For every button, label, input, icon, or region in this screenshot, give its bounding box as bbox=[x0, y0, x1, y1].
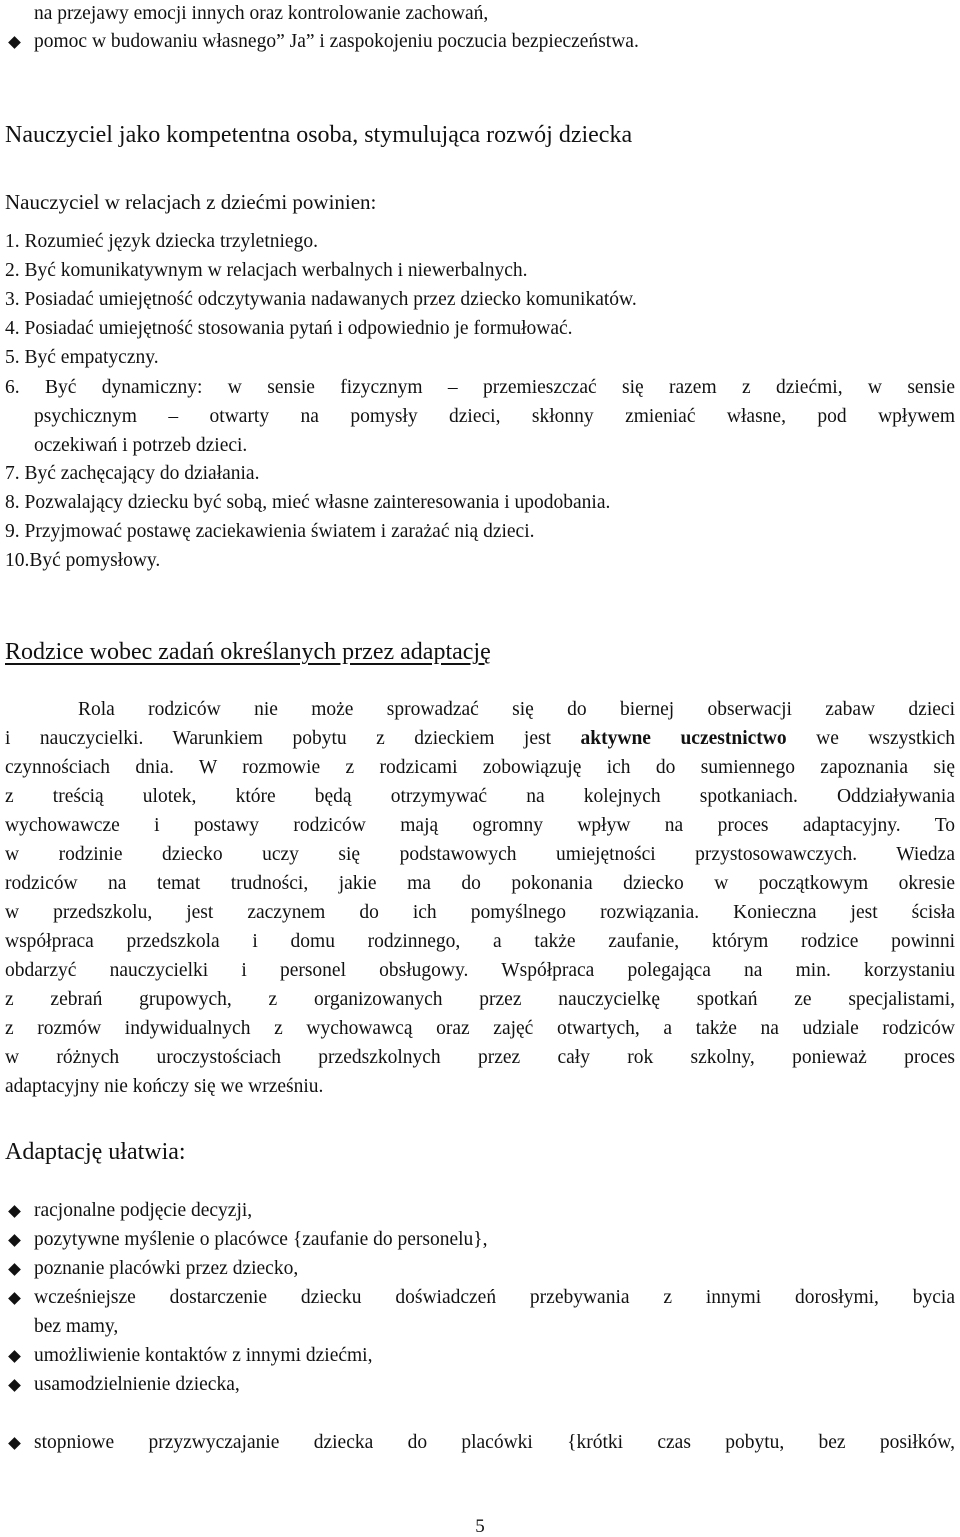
paragraph-line: Rola rodziców nie może sprowadzać się do biernej obserwacji zabaw dzieci bbox=[78, 699, 955, 720]
paragraph-line: czynnościach dnia. W rozmowie z rodzicami zobowiązuję ich do sumiennego zapoznania się bbox=[5, 757, 955, 778]
bullet-text: poznanie placówki przez dziecko, bbox=[34, 1258, 299, 1279]
bullet-text: wcześniejsze dostarczenie dziecku doświadczeń przebywania z innymi dorosłymi, bycia bbox=[34, 1287, 955, 1308]
diamond-bullet-icon bbox=[9, 1235, 20, 1246]
list-item: 2. Być komunikatywnym w relacjach werbalnych i niewerbalnych. bbox=[5, 260, 528, 281]
paragraph-line: w różnych uroczystościach przedszkolnych przez cały rok szkolny, ponieważ proces bbox=[5, 1047, 955, 1068]
bullet-text: pozytywne myślenie o placówce {zaufanie do personelu}, bbox=[34, 1229, 488, 1250]
text-span: i nauczycielki. Warunkiem pobytu z dzieckiem jest bbox=[5, 728, 552, 749]
bullet-text: umożliwienie kontaktów z innymi dziećmi, bbox=[34, 1345, 373, 1366]
paragraph-line: z rozmów indywidualnych z wychowawcą oraz zajęć otwartych, a także na udziale rodziców bbox=[5, 1018, 955, 1039]
diamond-bullet-icon bbox=[9, 1351, 20, 1362]
paragraph-line: współpraca przedszkola i domu rodzinnego, a także zaufanie, którym rodzice powinni bbox=[5, 931, 955, 952]
paragraph-line: w przedszkolu, jest zaczynem do ich pomyślnego rozwiązania. Konieczna jest ścisła bbox=[5, 902, 955, 923]
list-item: 7. Być zachęcający do działania. bbox=[5, 463, 260, 484]
list-item: 3. Posiadać umiejętność odczytywania nadawanych przez dziecko komunikatów. bbox=[5, 289, 637, 310]
paragraph-line: z zebrań grupowych, z organizowanych przez nauczycielkę spotkań ze specjalistami, bbox=[5, 989, 955, 1010]
list-item-line: psychicznym – otwarty na pomysły dzieci, skłonny zmieniać własne, pod wpływem bbox=[34, 406, 955, 427]
text-line: na przejawy emocji innych oraz kontrolowanie zachowań, bbox=[34, 3, 489, 24]
section-heading: Nauczyciel jako kompetentna osoba, stymulująca rozwój dziecka bbox=[5, 122, 633, 148]
paragraph-line: adaptacyjny nie kończy się we wrześniu. bbox=[5, 1076, 324, 1097]
paragraph-line: obdarzyć nauczycielki i personel obsługowy. Współpraca polegająca na min. korzystaniu bbox=[5, 960, 955, 981]
bullet-text: racjonalne podjęcie decyzji, bbox=[34, 1200, 253, 1221]
list-item-line: oczekiwań i potrzeb dzieci. bbox=[34, 435, 248, 456]
list-item-line: 6. Być dynamiczny: w sensie fizycznym – przemieszczać się razem z dziećmi, w sensie bbox=[5, 377, 955, 398]
section-subheading: Nauczyciel w relacjach z dziećmi powinien: bbox=[5, 190, 377, 214]
list-item: 10.Być pomysłowy. bbox=[5, 550, 161, 571]
bold-text: aktywne uczestnictwo bbox=[580, 728, 787, 749]
diamond-bullet-icon bbox=[9, 37, 20, 48]
paragraph-line: z treścią ulotek, które będą otrzymywać na kolejnych spotkaniach. Oddziaływania bbox=[5, 786, 955, 807]
diamond-bullet-icon bbox=[9, 1438, 20, 1449]
list-item: 4. Posiadać umiejętność stosowania pytań i odpowiednio je formułować. bbox=[5, 318, 573, 339]
paragraph-line: w rodzinie dziecko uczy się podstawowych umiejętności przystosowawczych. Wiedza bbox=[5, 844, 955, 865]
list-item: 5. Być empatyczny. bbox=[5, 347, 159, 368]
bullet-text: usamodzielnienie dziecka, bbox=[34, 1374, 240, 1395]
paragraph-line: wychowawcze i postawy rodziców mają ogromny wpływ na proces adaptacyjny. To bbox=[5, 815, 955, 836]
bullet-text: pomoc w budowaniu własnego” Ja” i zaspokojeniu poczucia bezpieczeństwa. bbox=[34, 31, 639, 52]
diamond-bullet-icon bbox=[9, 1293, 20, 1304]
list-item bbox=[5, 373, 955, 460]
diamond-bullet-icon bbox=[9, 1264, 20, 1275]
page-number: 5 bbox=[475, 1516, 485, 1537]
diamond-bullet-icon bbox=[9, 1380, 20, 1391]
diamond-bullet-icon bbox=[9, 1206, 20, 1217]
list-item: 9. Przyjmować postawę zaciekawienia światem i zarażać nią dzieci. bbox=[5, 521, 535, 542]
list-item: 8. Pozwalający dziecku być sobą, mieć własne zainteresowania i upodobania. bbox=[5, 492, 611, 513]
paragraph-line bbox=[5, 727, 955, 751]
bullet-text-continuation: bez mamy, bbox=[34, 1316, 119, 1337]
section-heading: Rodzice wobec zadań określanych przez adaptację bbox=[5, 639, 491, 665]
bullet-text: stopniowe przyzwyczajanie dziecka do placówki {krótki czas pobytu, bez posiłków, bbox=[34, 1432, 955, 1453]
section-heading: Adaptację ułatwia: bbox=[5, 1139, 186, 1165]
list-item: 1. Rozumieć język dziecka trzyletniego. bbox=[5, 231, 318, 252]
text-span: we wszystkich bbox=[816, 728, 956, 749]
paragraph-line: rodziców na temat trudności, jakie ma do pokonania dziecko w początkowym okresie bbox=[5, 873, 955, 894]
